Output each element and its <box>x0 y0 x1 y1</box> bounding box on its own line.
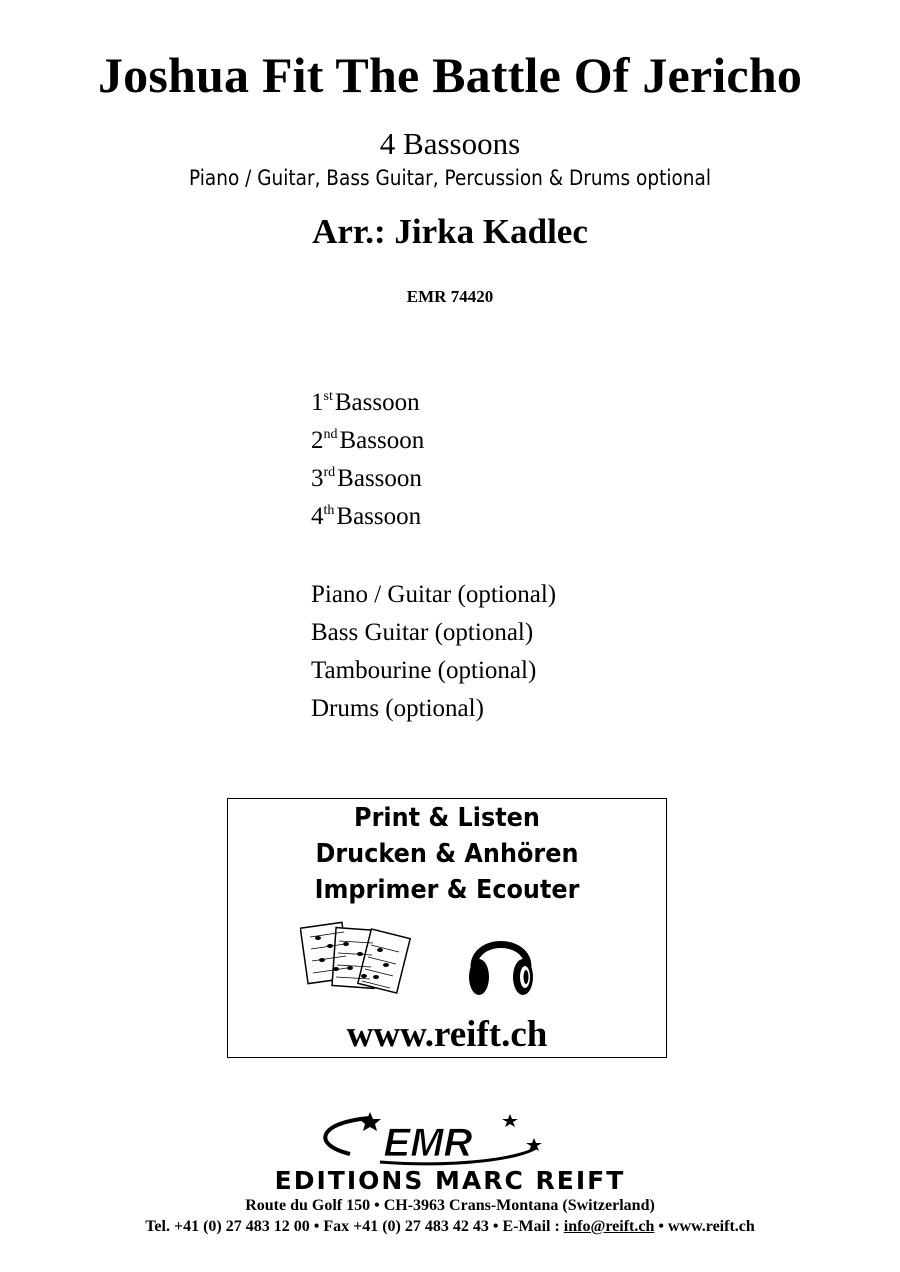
publisher-address: Route du Golf 150 • CH-3963 Crans-Montana (Switzerland) <box>245 1197 655 1214</box>
part-list-item: 4thBassoon <box>311 503 422 530</box>
promo-line-french: Imprimer & Ecouter <box>314 875 580 905</box>
part-list-item: 3rdBassoon <box>311 465 422 492</box>
promo-line-german: Drucken & Anhören <box>315 839 579 869</box>
publisher-contact <box>0 1218 900 1236</box>
email-link[interactable]: info@reift.ch <box>563 1218 655 1235</box>
website-text: • www.reift.ch <box>654 1218 755 1235</box>
svg-text:EMR: EMR <box>383 1121 473 1165</box>
sheet-music-icon <box>300 919 412 999</box>
instrumentation-line: Piano / Guitar, Bass Guitar, Percussion & Drums optional <box>189 166 711 190</box>
promo-url[interactable]: www.reift.ch <box>346 1014 548 1055</box>
arranger-credit: Arr.: Jirka Kadlec <box>312 212 588 251</box>
part-list-item: 1stBassoon <box>311 389 420 416</box>
headphones-icon <box>466 923 536 999</box>
publisher-name: EDITIONS MARC REIFT <box>274 1166 626 1195</box>
piece-title: Joshua Fit The Battle Of Jericho <box>97 47 803 103</box>
optional-part-item: Piano / Guitar (optional) <box>311 581 557 608</box>
part-list-item: 2ndBassoon <box>311 427 425 454</box>
optional-part-item: Drums (optional) <box>311 695 484 722</box>
catalog-number: EMR 74420 <box>406 287 494 306</box>
optional-part-item: Bass Guitar (optional) <box>311 619 534 646</box>
tel-fax-text: Tel. +41 (0) 27 483 12 00 • Fax +41 (0) 27 483 42 43 • E-Mail : <box>145 1218 564 1235</box>
print-listen-box <box>227 798 667 1058</box>
promo-line-english: Print & Listen <box>354 803 540 833</box>
emr-logo <box>310 1110 546 1168</box>
ensemble-subtitle: 4 Bassoons <box>379 126 521 161</box>
optional-part-item: Tambourine (optional) <box>311 657 537 684</box>
